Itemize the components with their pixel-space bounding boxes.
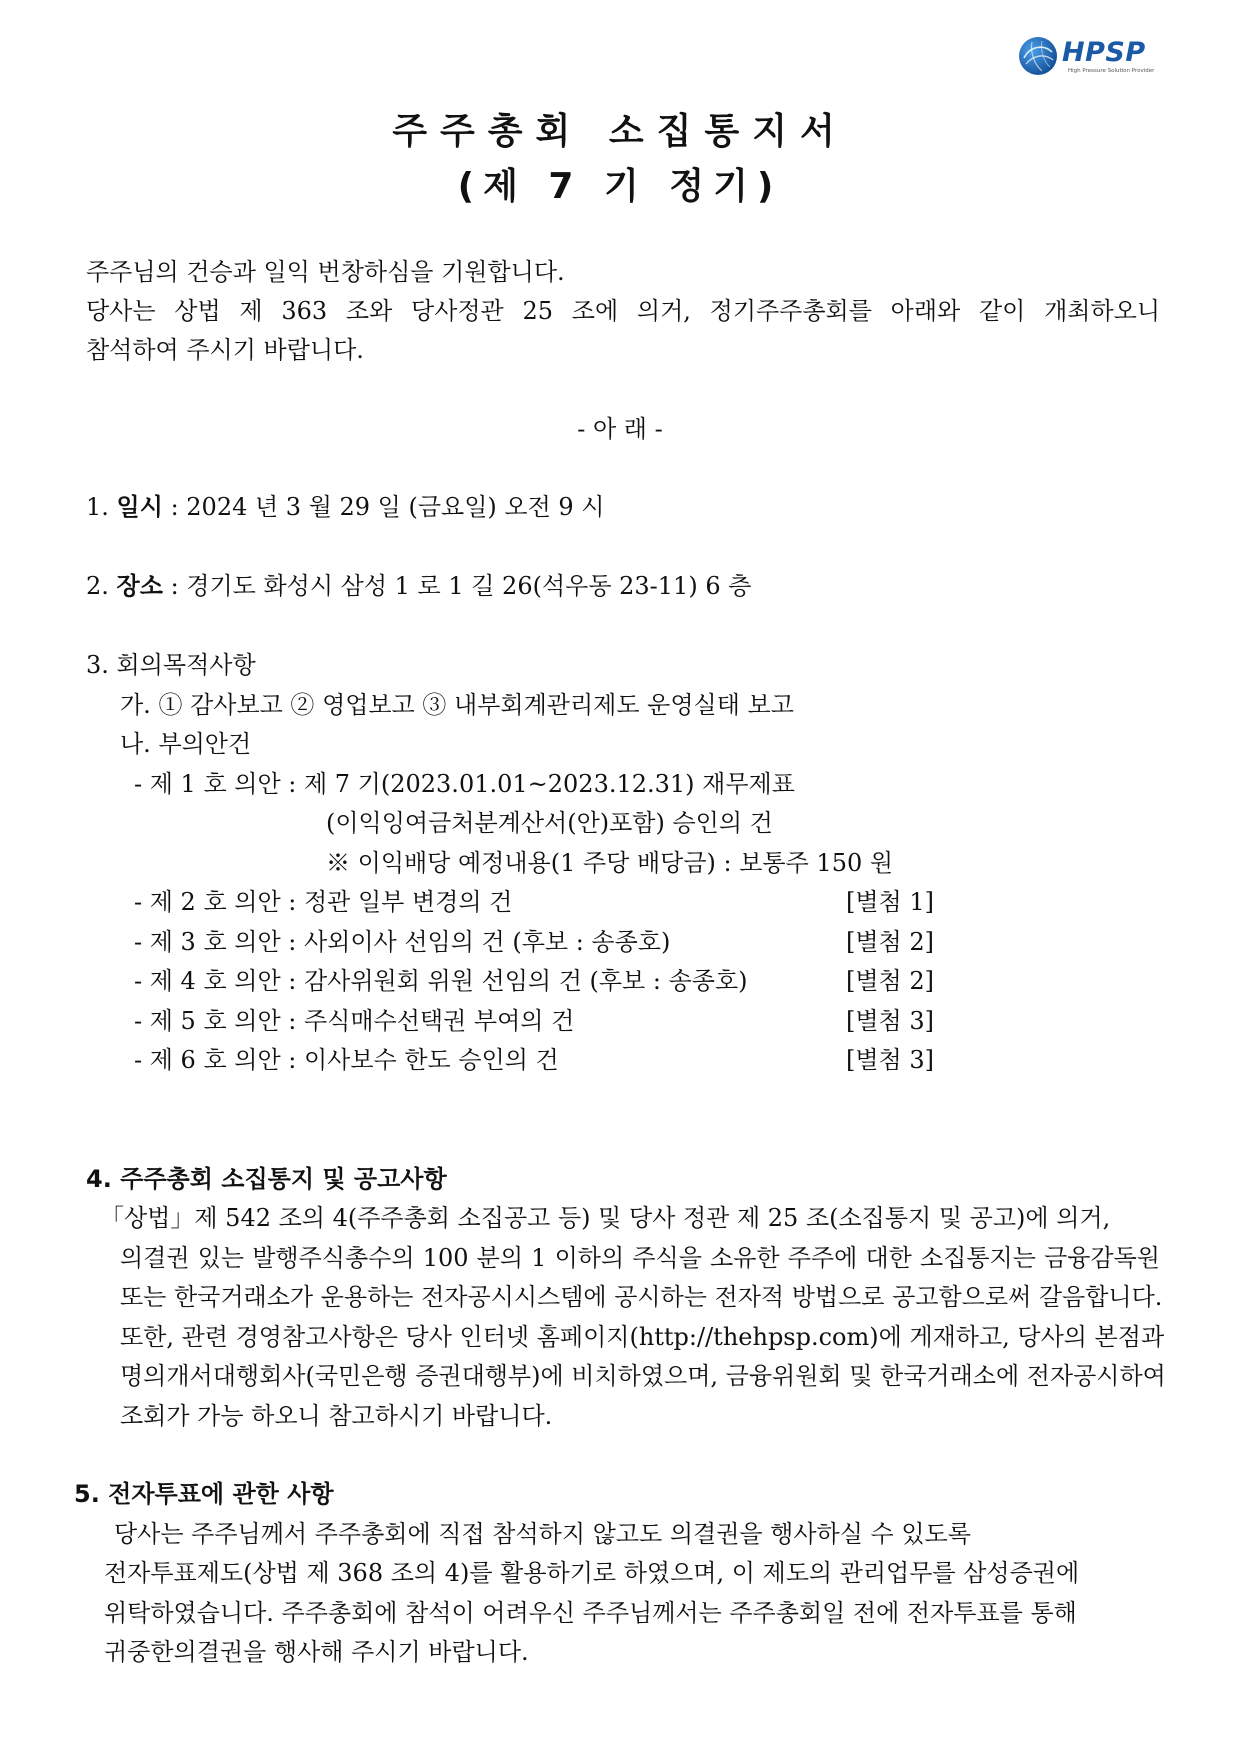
section-5-line: 전자투표제도(상법 제 368 조의 4)를 활용하기로 하였으며, 이 제도의 관리업무를 삼성증권에 xyxy=(104,1559,1080,1587)
agenda-item: - 제 3 호 의안 : 사외이사 선임의 건 (후보 : 송종호) xyxy=(134,928,671,956)
section-5-line: 위탁하였습니다. 주주총회에 참석이 어려우신 주주님께서는 주주총회일 전에 전자투표를 통해 xyxy=(104,1599,1077,1627)
section-5-line: 귀중한의결권을 행사해 주시기 바랍니다. xyxy=(104,1638,529,1666)
agenda-item-1-line-2: (이익잉여금처분계산서(안)포함) 승인의 건 xyxy=(326,809,773,837)
section-2-value: : 경기도 화성시 삼성 1 로 1 길 26(석우동 23-11) 6 층 xyxy=(170,572,752,600)
agenda-item-1-line-1: - 제 1 호 의안 : 제 7 기(2023.01.01~2023.12.31) 재무제표 xyxy=(134,770,795,798)
section-3-sub-ga: 가. ① 감사보고 ② 영업보고 ③ 내부회계관리제도 운영실태 보고 xyxy=(120,691,794,719)
section-4-line: 명의개서대행회사(국민은행 증권대행부)에 비치하였으며, 금융위원회 및 한국거래소에 전자공시하여 xyxy=(120,1362,1166,1390)
agenda-item-ref: [별첨 3] xyxy=(846,1046,934,1074)
document-subtitle: (제 7 기 정기) xyxy=(457,166,783,207)
section-1-number: 1. xyxy=(86,493,109,521)
section-4-line: 조회가 가능 하오니 참고하시기 바랍니다. xyxy=(120,1402,553,1430)
agenda-item-1-note: ※ 이익배당 예정내용(1 주당 배당금) : 보통주 150 원 xyxy=(326,849,894,877)
section-1-label: 일시 xyxy=(116,493,163,521)
section-2-number: 2. xyxy=(86,572,109,600)
agenda-item-ref: [별첨 2] xyxy=(846,967,934,995)
globe-logo-icon xyxy=(1018,36,1058,76)
section-4-line: 「상법」제 542 조의 4(주주총회 소집공고 등) 및 당사 정관 제 25 조(소집통지 및 공고)에 의거, xyxy=(100,1204,1111,1232)
section-3-sub-na: 나. 부의안건 xyxy=(120,730,252,758)
agenda-item: - 제 5 호 의안 : 주식매수선택권 부여의 건 xyxy=(134,1007,575,1035)
section-5-line: 당사는 주주님께서 주주총회에 직접 참석하지 않고도 의결권을 행사하실 수 있도록 xyxy=(114,1520,971,1548)
intro-line-1: 주주님의 건승과 일익 번창하심을 기원합니다. xyxy=(86,258,565,286)
agenda-item-ref: [별첨 2] xyxy=(846,928,934,956)
section-3-heading: 3. 회의목적사항 xyxy=(86,651,256,679)
agenda-item: - 제 6 호 의안 : 이사보수 한도 승인의 건 xyxy=(134,1046,559,1074)
section-4-line: 또한, 관련 경영참고사항은 당사 인터넷 홈페이지(http://thehpsp.com)에 게재하고, 당사의 본점과 xyxy=(120,1323,1165,1351)
intro-line-2: 당사는 상법 제 363 조와 당사정관 25 조에 의거, 정기주주총회를 아래와 같이 개최하오니 xyxy=(86,297,1160,325)
document-title: 주주총회 소집통지서 xyxy=(392,111,848,152)
agenda-item: - 제 4 호 의안 : 감사위원회 위원 선임의 건 (후보 : 송종호) xyxy=(134,967,748,995)
section-2-label: 장소 xyxy=(116,572,163,600)
agenda-item-ref: [별첨 3] xyxy=(846,1007,934,1035)
logo-tagline: High Pressure Solution Provider xyxy=(1068,68,1155,74)
section-1-datetime xyxy=(86,487,604,522)
section-divider: - 아 래 - xyxy=(577,415,663,443)
section-5-heading: 5. 전자투표에 관한 사항 xyxy=(74,1480,334,1508)
agenda-item-ref: [별첨 1] xyxy=(846,888,934,916)
section-4-line: 의결권 있는 발행주식총수의 100 분의 1 이하의 주식을 소유한 주주에 대한 소집통지는 금융감독원 xyxy=(120,1244,1160,1272)
section-4-heading: 4. 주주총회 소집통지 및 공고사항 xyxy=(86,1165,447,1193)
intro-line-3: 참석하여 주시기 바랍니다. xyxy=(86,336,364,364)
logo-text: HPSP xyxy=(1062,37,1146,68)
company-logo xyxy=(1018,35,1178,79)
section-1-value: : 2024 년 3 월 29 일 (금요일) 오전 9 시 xyxy=(170,493,605,521)
section-2-location xyxy=(86,566,751,601)
agenda-item: - 제 2 호 의안 : 정관 일부 변경의 건 xyxy=(134,888,513,916)
section-4-line: 또는 한국거래소가 운용하는 전자공시시스템에 공시하는 전자적 방법으로 공고함으로써 갈음합니다. xyxy=(120,1283,1163,1311)
